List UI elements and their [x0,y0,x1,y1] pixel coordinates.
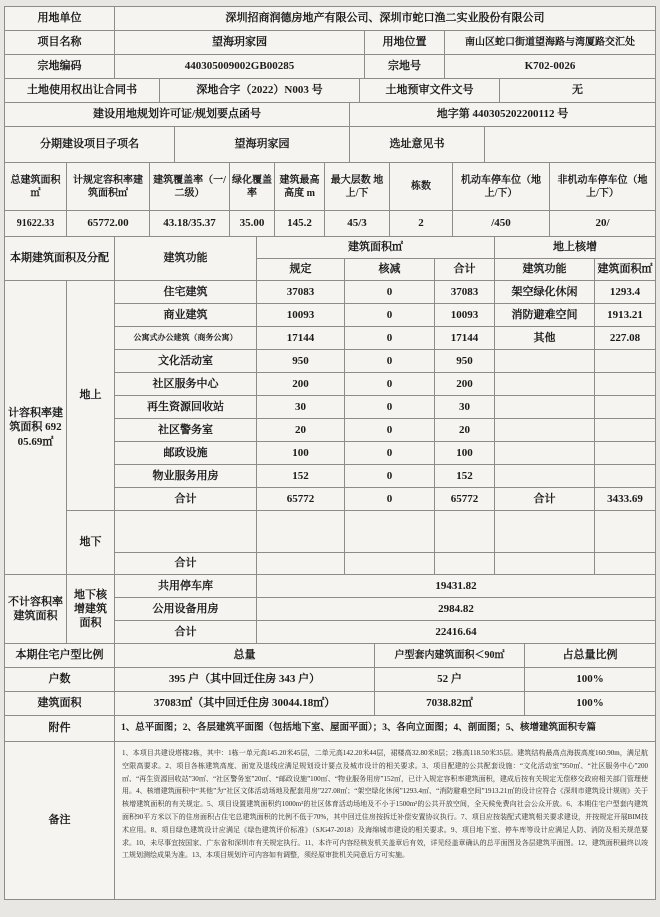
preapproval-value: 无 [500,79,656,103]
bonus-area-cell: 1293.4 [595,281,656,304]
metrics-table [4,162,656,237]
land-user-table [4,6,656,31]
function-cell: 物业服务用房 [115,465,257,488]
subproject-label: 分期建设项目子项名 [5,127,175,163]
bonus-area-cell [595,419,656,442]
metric-header-parking: 机动车停车位（地上/下） [453,163,550,211]
household-col-small: 户型套内建筑面积＜90㎡ [375,644,525,668]
total-cell: 30 [435,396,495,419]
total-cell: 17144 [435,327,495,350]
bonus-area-cell [595,442,656,465]
remarks-label: 备注 [5,742,115,900]
non-far-left-label: 不计容积率建筑面积 [5,575,67,644]
metric-value-total-area: 91622.33 [5,211,67,237]
function-cell: 再生资源回收站 [115,396,257,419]
table-row [5,575,656,598]
allocation-col-bonus-function: 建筑功能 [495,259,595,281]
reduced-cell: 0 [345,442,435,465]
allocation-col-reduced: 核减 [345,259,435,281]
area-cell: 2984.82 [257,598,656,621]
reduced-cell: 0 [345,350,435,373]
household-small-value: 7038.82㎡ [375,692,525,716]
project-name-label: 项目名称 [5,31,115,55]
specified-cell: 950 [257,350,345,373]
total-cell: 20 [435,419,495,442]
bonus-area-cell: 1913.21 [595,304,656,327]
table-row [5,692,656,716]
metric-value-parking: /450 [453,211,550,237]
location-label: 用地位置 [365,31,445,55]
empty-cell [257,511,345,553]
underground-total-label: 合计 [115,553,257,575]
specified-cell: 20 [257,419,345,442]
parcel-no-label: 宗地号 [365,55,445,79]
empty-cell [495,511,595,553]
contract-no-value: 深地合字（2022）N003 号 [160,79,360,103]
total-cell: 37083 [435,281,495,304]
bonus-function-cell [495,442,595,465]
metric-header-far-area: 计规定容积率建筑面积㎡ [67,163,150,211]
allocation-col-total: 合计 [435,259,495,281]
bonus-area-cell [595,373,656,396]
reduced-cell: 0 [345,327,435,350]
household-ratio-value: 100% [525,668,656,692]
reduced-cell: 0 [345,396,435,419]
function-cell: 邮政设施 [115,442,257,465]
bonus-function-cell: 合计 [495,488,595,511]
permit-label: 建设用地规划许可证/规划要点函号 [5,103,350,127]
metric-header-total-area: 总建筑面积㎡ [5,163,67,211]
household-col-ratio: 占总量比例 [525,644,656,668]
specified-cell: 65772 [257,488,345,511]
household-table [4,643,656,716]
empty-cell [435,553,495,575]
household-section-label: 本期住宅户型比例 [5,644,115,668]
specified-cell: 10093 [257,304,345,327]
attachments-text: 1、总平面图；2、各层建筑平面图（包括地下室、屋面平面）；3、各向立面图；4、剖面图；5、核增建筑面积专篇 [115,716,656,742]
total-cell: 100 [435,442,495,465]
function-cell: 社区服务中心 [115,373,257,396]
bonus-function-cell: 消防避难空间 [495,304,595,327]
land-user-label: 用地单位 [5,7,115,31]
metric-header-bike-parking: 非机动车停车位（地上/下） [550,163,656,211]
empty-cell [435,511,495,553]
table-row [5,511,656,553]
household-ratio-value: 100% [525,692,656,716]
function-cell: 社区警务室 [115,419,257,442]
reduced-cell: 0 [345,304,435,327]
specified-cell: 37083 [257,281,345,304]
household-row-label: 户数 [5,668,115,692]
household-row-label: 建筑面积 [5,692,115,716]
total-cell: 200 [435,373,495,396]
metric-value-max-floors: 45/3 [325,211,390,237]
function-cell: 合计 [115,488,257,511]
bonus-function-cell [495,465,595,488]
permit-no-table [4,102,656,127]
attachments-label: 附件 [5,716,115,742]
bonus-function-cell: 架空绿化休闲 [495,281,595,304]
function-cell: 文化活动室 [115,350,257,373]
allocation-col-area-group: 建筑面积㎡ [257,237,495,259]
total-cell: 10093 [435,304,495,327]
project-info-table [4,30,656,79]
bonus-function-cell [495,396,595,419]
attachments-remarks-table [4,715,656,900]
specified-cell: 30 [257,396,345,419]
household-total-value: 395 户（其中回迁住房 343 户） [115,668,375,692]
reduced-cell: 0 [345,281,435,304]
allocation-table [4,236,656,644]
bonus-function-cell: 其他 [495,327,595,350]
metric-value-bike-parking: 20/ [550,211,656,237]
parcel-no-value: K702-0026 [445,55,656,79]
underground-bonus-label: 地下核增建筑面积 [67,575,115,644]
reduced-cell: 0 [345,465,435,488]
function-cell: 共用停车库 [115,575,257,598]
bonus-area-cell [595,396,656,419]
parcel-code-label: 宗地编码 [5,55,115,79]
function-cell: 合计 [115,621,257,644]
empty-cell [345,553,435,575]
contract-table [4,78,656,103]
subproject-value: 望海玥家园 [175,127,350,163]
empty-cell [115,511,257,553]
contract-label: 土地使用权出让合同书 [5,79,160,103]
metric-header-building-count: 栋数 [390,163,453,211]
total-cell: 65772 [435,488,495,511]
site-opinion-label: 选址意见书 [350,127,485,163]
location-value: 南山区蛇口街道望海路与湾厦路交汇处 [445,31,656,55]
metric-value-max-height: 145.2 [275,211,325,237]
allocation-col-specified: 规定 [257,259,345,281]
bonus-area-cell [595,350,656,373]
metric-value-green-coverage: 35.00 [230,211,275,237]
metric-value-coverage: 43.18/35.37 [150,211,230,237]
empty-cell [257,553,345,575]
underground-label: 地下 [67,511,115,575]
bonus-area-cell [595,465,656,488]
function-cell: 公用设备用房 [115,598,257,621]
specified-cell: 100 [257,442,345,465]
bonus-area-cell: 3433.69 [595,488,656,511]
allocation-col-function: 建筑功能 [115,237,257,281]
empty-cell [595,553,656,575]
specified-cell: 17144 [257,327,345,350]
parcel-code-value: 440305009002GB00285 [115,55,365,79]
preapproval-label: 土地预审文件文号 [360,79,500,103]
area-cell: 19431.82 [257,575,656,598]
bonus-function-cell [495,373,595,396]
metric-header-green-coverage: 绿化覆盖率 [230,163,275,211]
metric-header-coverage: 建筑覆盖率（一/二级） [150,163,230,211]
household-small-value: 52 户 [375,668,525,692]
reduced-cell: 0 [345,488,435,511]
far-area-left-label: 计容积率建筑面积 69205.69㎡ [5,281,67,575]
permit-document [4,6,656,900]
function-cell: 住宅建筑 [115,281,257,304]
allocation-col-bonus-group: 地上核增 [495,237,656,259]
table-row [5,668,656,692]
bonus-area-cell: 227.08 [595,327,656,350]
metric-value-building-count: 2 [390,211,453,237]
specified-cell: 152 [257,465,345,488]
subproject-table [4,126,656,163]
empty-cell [595,511,656,553]
allocation-section-label: 本期建筑面积及分配 [5,237,115,281]
metric-value-far-area: 65772.00 [67,211,150,237]
reduced-cell: 0 [345,419,435,442]
project-name-value: 望海玥家园 [115,31,365,55]
bonus-function-cell [495,419,595,442]
remarks-text: 1、本项目共建设塔楼2栋，其中：1栋一单元高145.20米45层，二单元高142.20米44层，裙楼高32.80米8层；2栋高118.50米35层。建筑结构最高点海拔高度160.90m，满足航空限高要求。2、项目各栋建筑高度、面宽及退线应满足规划设计要点及城市设计的相关要求。3、项目配建的公共配套设施：“文化活动室”950㎡、“社区服务中心”200㎡、“再生资源回收站”30㎡、“社区警务室”20㎡、“邮政设施”100㎡、“物业服务用房”152㎡，已计入规定容积率建筑面积，建成后按有关规定无偿移交政府相关部门管理使用。4、核增建筑面积中“其他”为“社区文体活动场地及配套用房”227.08㎡；“架空绿化休闲”1293.4㎡、“消防避难空间”1913.21㎡的设计应符合《深圳市建筑设计规则》关于核增建筑面积的有关规定。5、项目设置建筑面积约1000m²的社区体育活动场地及不小于1500m²的公共开放空间，全天候免费向社会公众开放。6、本期住宅户型套内建筑面积90平方米以下的住房面积占住宅总建筑面积的比例不低于70%，其中回迁住房按拆迁补偿安置协议执行。7、项目应按装配式建筑相关要求建设，并按规定开展BIM技术应用。8、项目绿色建筑设计应满足《绿色建筑评价标准》（SJG47-2018）及海绵城市建设的相关要求。9、项目地下室、停车库等设计应满足人防、消防及相关规范要求。10、未尽事宜按国家、广东省和深圳市有关规定执行。11、本许可内容经核发机关盖章后有效，详见经盖章确认的总平面图及各层建筑平面图。12、建筑面积最终以竣工规划测绘成果为准。13、本项目规划许可内容如有调整，须经原审批机关同意后方可实施。 [115,742,656,900]
specified-cell: 200 [257,373,345,396]
table-row [5,281,656,304]
site-opinion-value [485,127,656,163]
function-cell: 公寓式办公建筑（商务公寓） [115,327,257,350]
area-cell: 22416.64 [257,621,656,644]
allocation-col-bonus-area: 建筑面积㎡ [595,259,656,281]
function-cell: 商业建筑 [115,304,257,327]
total-cell: 950 [435,350,495,373]
metric-header-max-floors: 最大层数 地上/下 [325,163,390,211]
household-col-total: 总量 [115,644,375,668]
total-cell: 152 [435,465,495,488]
bonus-function-cell [495,350,595,373]
reduced-cell: 0 [345,373,435,396]
above-ground-label: 地上 [67,281,115,511]
permit-no-value: 地字第 440305202200112 号 [350,103,656,127]
land-user-value: 深圳招商润德房地产有限公司、深圳市蛇口渔二实业股份有限公司 [115,7,656,31]
metric-header-max-height: 建筑最高高度 m [275,163,325,211]
household-total-value: 37083㎡（其中回迁住房 30044.18㎡） [115,692,375,716]
empty-cell [345,511,435,553]
empty-cell [495,553,595,575]
